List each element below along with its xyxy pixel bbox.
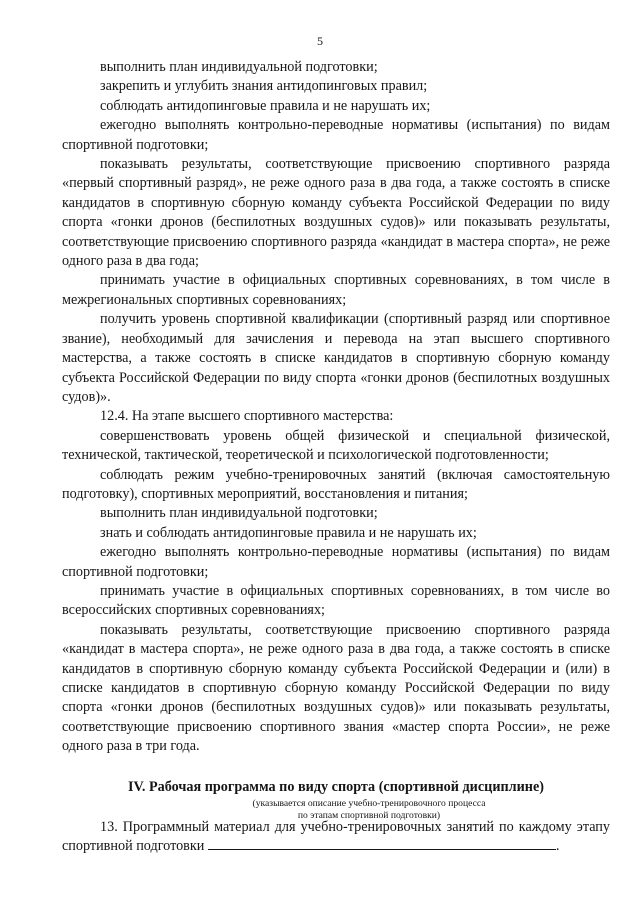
document-body xyxy=(62,58,610,857)
paragraph: принимать участие в официальных спортивных соревнованиях, в том числе в межрегиональных спортивных соревнованиях; xyxy=(62,272,610,308)
fill-in-line xyxy=(208,837,556,850)
paragraph: получить уровень спортивной квалификации (спортивный разряд или спортивное звание), необходимый для зачисления и перевода на этап высшего спортивного мастерства, а также состоять в списке кандидатов в спортивную сборную команду субъекта Российской Федерации по виду спорта «гонки дронов (беспилотных воздушных судов)». xyxy=(62,311,610,405)
paragraph: соблюдать антидопинговые правила и не нарушать их; xyxy=(100,97,431,114)
paragraph: соблюдать режим учебно-тренировочных занятий (включая самостоятельную подготовку), спортивных мероприятий, восстановления и питания; xyxy=(62,466,610,502)
paragraph: закрепить и углубить знания антидопинговых правил; xyxy=(100,78,428,95)
paragraph: принимать участие в официальных спортивных соревнованиях, в том числе во всероссийских спортивных соревнованиях; xyxy=(62,582,610,619)
item-13-text: 13. Программный материал для учебно-тренировочных занятий по каждому этапу спортивной подготовки xyxy=(62,819,610,855)
paragraph: показывать результаты, соответствующие присвоению спортивного разряда «первый спортивный разряд», не реже одного раза в два года, а также состоять в списке кандидатов в спортивную сборную команду субъекта Российской Федерации по виду спорта «гонки дронов (беспилотных воздушных судов)» или показывать результаты, соответствующие присвоению спортивного разряда «кандидат в мастера спорта», не реже одного раза в два года; xyxy=(62,156,610,270)
item-13-end-punct: . xyxy=(555,838,560,855)
paragraph: показывать результаты, соответствующие присвоению спортивного разряда «кандидат в мастера спорта», не реже одного раза в два года, а также состоять в списке кандидатов в спортивную сборную команду субъекта Российской Федерации и (или) в списке кандидатов в спортивную сборную команду Российской Федерации по виду спорта «гонки дронов (беспилотных воздушных судов)» или показывать результаты, соответствующие присвоению спортивного звания «мастер спорта России», не реже одного раза в три года. xyxy=(62,621,610,755)
paragraph: совершенствовать уровень общей физической и специальной физической, технической, тактической, теоретической и психологической подготовленности; xyxy=(62,427,610,464)
paragraph: ежегодно выполнять контрольно-переводные нормативы (испытания) по видам спортивной подготовки; xyxy=(62,117,610,153)
footnote-line-1: (указывается описание учебно-тренировочного процесса xyxy=(252,798,486,809)
subsection-heading: 12.4. На этапе высшего спортивного мастерства: xyxy=(100,408,394,425)
paragraph: знать и соблюдать антидопинговые правила и не нарушать их; xyxy=(100,524,477,541)
footnote-line-2: по этапам спортивной подготовки) xyxy=(297,810,441,821)
page-number: 5 xyxy=(317,34,323,48)
paragraph: выполнить план индивидуальной подготовки; xyxy=(100,505,378,522)
paragraph: выполнить план индивидуальной подготовки; xyxy=(100,59,378,75)
paragraph: ежегодно выполнять контрольно-переводные нормативы (испытания) по видам спортивной подготовки; xyxy=(62,544,610,580)
item-13-paragraph xyxy=(62,818,610,857)
section-heading: IV. Рабочая программа по виду спорта (спортивной дисциплине) xyxy=(127,778,544,795)
footnote xyxy=(62,798,610,822)
